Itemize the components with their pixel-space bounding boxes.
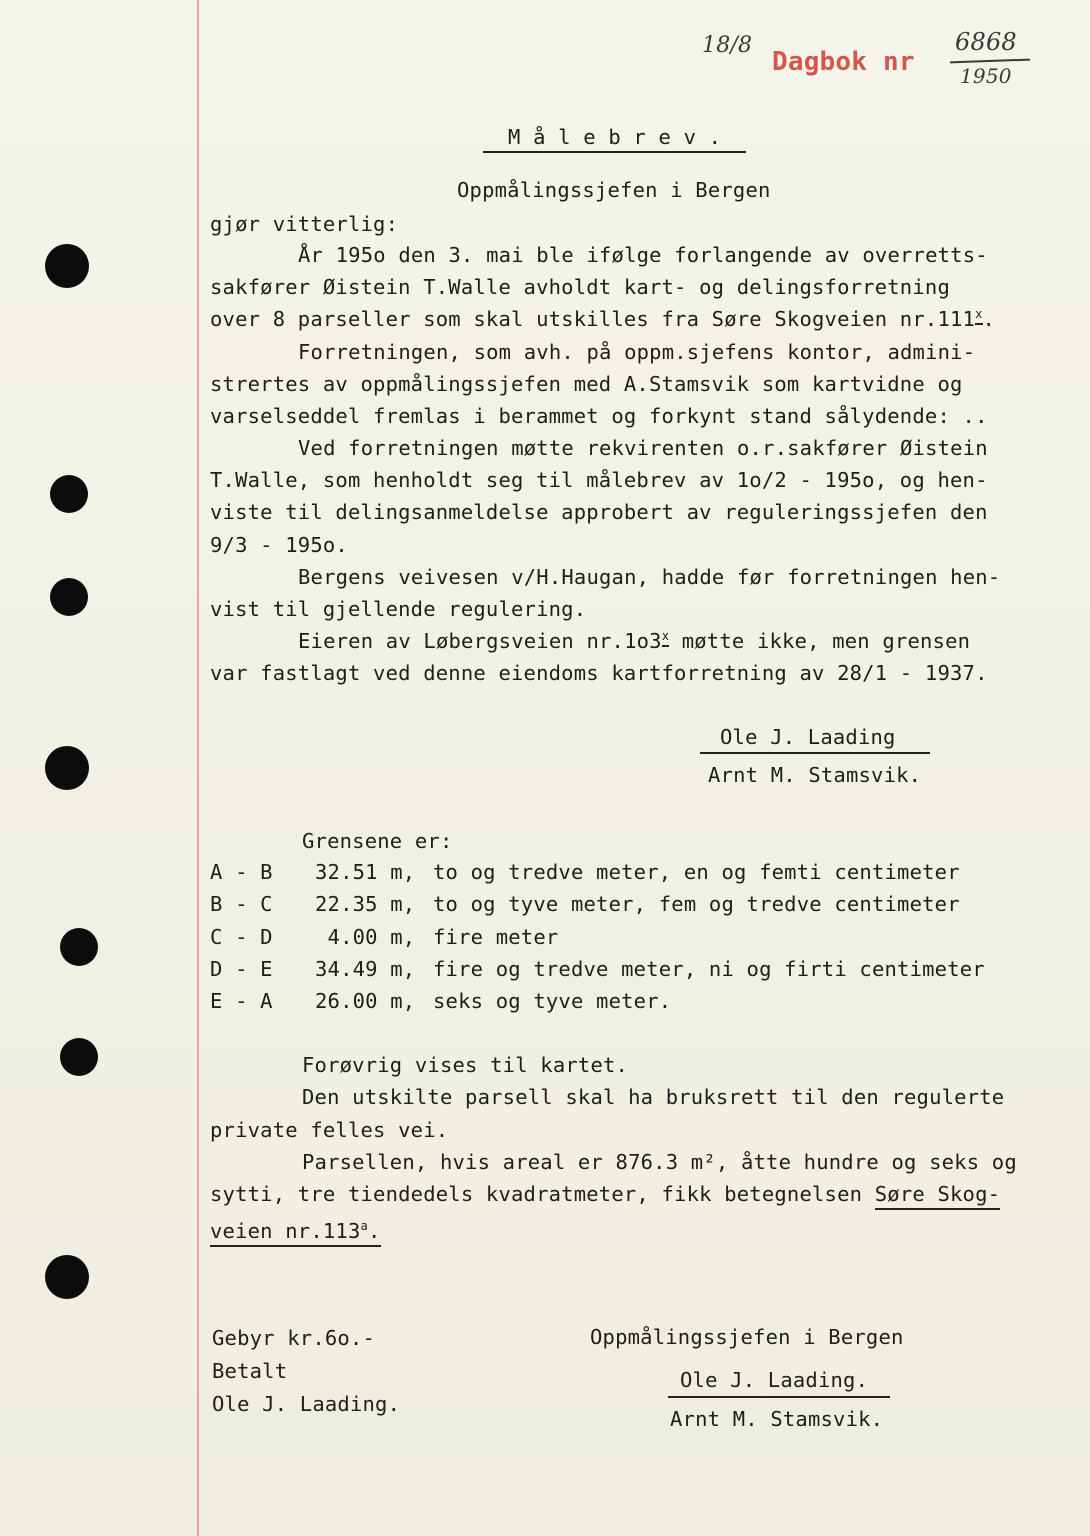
text-line: Forøvrig vises til kartet. [302,1053,629,1077]
text-line: Parsellen, hvis areal er 876.3 m², åtte hundre og seks og [302,1150,1017,1174]
boundary-segment: E - A [210,989,273,1013]
punch-hole [60,1038,98,1076]
boundary-segment: D - E [210,957,273,981]
text-line: over 8 parseller som skal utskilles fra Søre Skogveien nr.111$^x$. [210,307,996,331]
date-handwritten: 18/8 [702,33,753,58]
text-line: private felles vei. [210,1118,449,1142]
punch-hole [50,578,88,616]
boundary-length: 32.51 m, [315,860,416,884]
opening-line: gjør vitterlig: [210,212,399,236]
text-line: Den utskilte parsell skal ha bruksrett til den regulerte [302,1085,1005,1109]
issuer-line: Oppmålingssjefen i Bergen [457,178,771,202]
document-title: M å l e b r e v . [508,125,722,149]
text-line: var fastlagt ved denne eiendoms kartforretning av 28/1 - 1937. [210,661,988,685]
boundary-length: 4.00 m, [315,925,416,949]
boundary-segment: C - D [210,925,273,949]
paid-line: Betalt [212,1359,288,1383]
issuer-signature-title: Oppmålingssjefen i Bergen [590,1325,904,1349]
boundary-text: seks og tyve meter. [433,989,672,1013]
text-line: Eieren av Løbergsveien nr.1o3$^x$ møtte ikke, men grensen [298,629,971,653]
text-line: Ved forretningen møtte rekvirenten o.r.sakfører Øistein [298,436,988,460]
signature-laading: Ole J. Laading. [680,1368,869,1392]
superscript-a: a [360,1219,368,1233]
boundary-text: fire meter [433,925,559,949]
punch-hole [50,475,88,513]
text-line: Forretningen, som avh. på oppm.sjefens kontor, admini- [298,340,976,364]
signature-laading: Ole J. Laading [720,725,896,749]
text-line: T.Walle, som henholdt seg til målebrev av 1o/2 - 195o, og hen- [210,468,988,492]
text-line [210,1219,381,1243]
underlined-designation: veien nr.113$^a$. [210,1219,381,1247]
text-line: strertes av oppmålingssjefen med A.Stamsvik som kartvidne og [210,372,963,396]
text-line: varselseddel fremlas i berammet og forkynt stand sålydende: .. [210,404,988,428]
fee-signature: Ole J. Laading. [212,1392,401,1416]
boundary-length: 34.49 m, [315,957,416,981]
dagbok-year: 1950 [960,64,1012,88]
text-line: 9/3 - 195o. [210,533,348,557]
boundary-text: to og tyve meter, fem og tredve centimeter [433,892,960,916]
signature-stamsvik: Arnt M. Stamsvik. [670,1407,884,1431]
punch-hole [45,1255,89,1299]
underlined-designation: Søre Skog- [875,1182,1000,1210]
punch-hole [60,928,98,966]
margin-line [197,0,199,1536]
fee-line: Gebyr kr.6o.- [212,1326,376,1350]
text-line: sytti, tre tiendedels kvadratmeter, fikk betegnelsen Søre Skog- [210,1182,1000,1206]
superscript-x: x [662,629,669,647]
text-line: Bergens veivesen v/H.Haugan, hadde før forretningen hen- [298,565,1001,589]
title-underline [483,151,746,153]
boundary-segment: B - C [210,892,273,916]
boundary-text: fire og tredve meter, ni og firti centimeter [433,957,985,981]
signature-stamsvik: Arnt M. Stamsvik. [708,763,922,787]
fraction-bar [950,59,1030,64]
text-line: sakfører Øistein T.Walle avholdt kart- og delingsforretning [210,275,950,299]
text-line: vist til gjellende regulering. [210,597,587,621]
superscript-x: x [975,307,982,325]
boundary-length: 26.00 m, [315,989,416,1013]
boundaries-heading: Grensene er: [302,829,453,853]
text-line: År 195o den 3. mai ble ifølge forlangende av overretts- [298,243,988,267]
boundary-segment: A - B [210,860,273,884]
signature-line [668,1396,890,1398]
dagbok-stamp: Dagbok nr [772,47,915,77]
signature-line [700,752,930,754]
dagbok-number: 6868 [955,28,1017,56]
text-line: viste til delingsanmeldelse approbert av reguleringssjefen den [210,500,988,524]
boundary-length: 22.35 m, [315,892,416,916]
punch-hole [45,746,89,790]
boundary-text: to og tredve meter, en og femti centimeter [433,860,960,884]
punch-hole [45,244,89,288]
